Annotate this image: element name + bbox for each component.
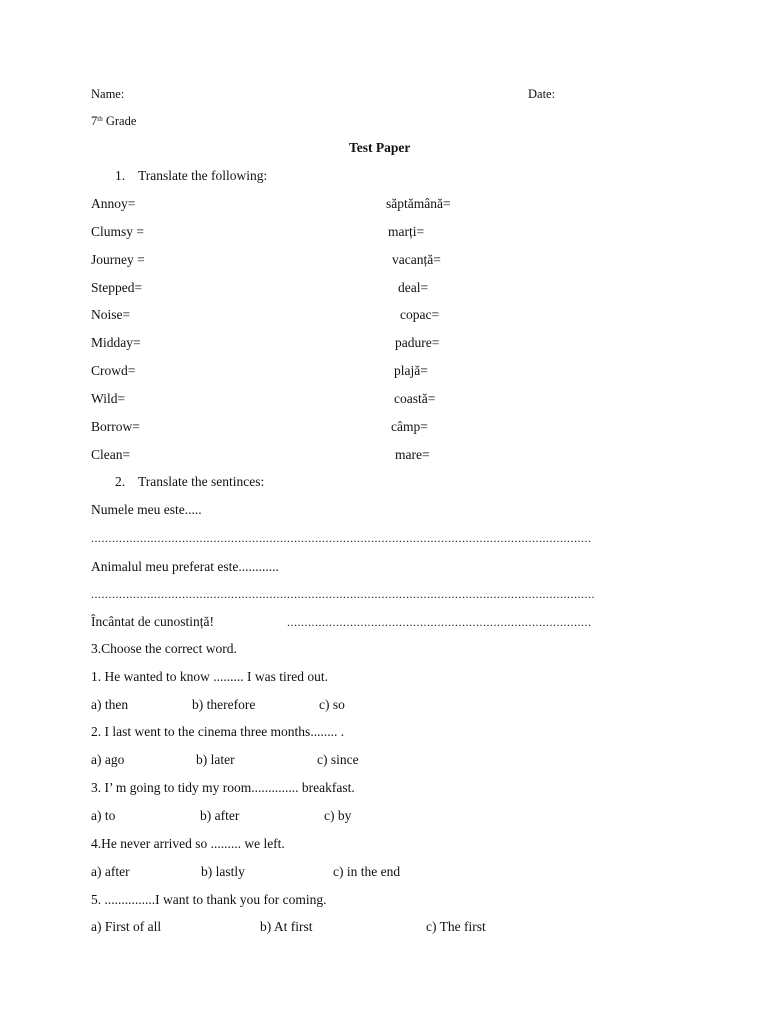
sentence-prompt: Animalul meu preferat este............ xyxy=(91,559,279,574)
question: 1. He wanted to know ......... I was tired out. xyxy=(91,669,328,684)
grade-number: 7 xyxy=(91,114,98,128)
sentence-prompt: Încântat de cunostință! xyxy=(91,614,214,629)
question: 2. I last went to the cinema three months........ . xyxy=(91,724,345,739)
option[interactable]: b) therefore xyxy=(192,697,256,712)
grade-text: Grade xyxy=(105,114,137,128)
english-word: Journey = xyxy=(91,252,145,267)
section1-number: 1. xyxy=(115,168,126,183)
option[interactable]: b) lastly xyxy=(201,864,245,879)
romanian-word: copac= xyxy=(400,307,440,322)
option[interactable]: c) by xyxy=(324,808,352,823)
date-label: Date: xyxy=(528,87,556,101)
option[interactable]: b) At first xyxy=(260,919,313,934)
option[interactable]: a) ago xyxy=(91,752,125,767)
english-word: Annoy= xyxy=(91,196,136,211)
section2-heading: Translate the sentinces: xyxy=(138,474,265,489)
option[interactable]: a) First of all xyxy=(91,919,162,934)
question: 5. ...............I want to thank you for coming. xyxy=(91,892,327,907)
romanian-word: câmp= xyxy=(391,419,428,434)
section3-heading: 3.Choose the correct word. xyxy=(91,641,237,656)
answer-line[interactable]: ....................................................................................... xyxy=(287,615,592,629)
english-word: Crowd= xyxy=(91,363,136,378)
option[interactable]: a) then xyxy=(91,697,129,712)
romanian-word: mare= xyxy=(395,447,430,462)
section2-number: 2. xyxy=(115,474,126,489)
english-word: Midday= xyxy=(91,335,141,350)
romanian-word: deal= xyxy=(398,280,429,295)
english-word: Noise= xyxy=(91,307,131,322)
option[interactable]: c) The first xyxy=(426,919,486,934)
romanian-word: marți= xyxy=(388,224,425,239)
option[interactable]: b) later xyxy=(196,752,235,767)
option[interactable]: a) to xyxy=(91,808,116,823)
english-word: Clumsy = xyxy=(91,224,144,239)
english-word: Borrow= xyxy=(91,419,140,434)
romanian-word: plajă= xyxy=(394,363,428,378)
question: 3. I’ m going to tidy my room.............. breakfast. xyxy=(91,780,355,795)
question: 4.He never arrived so ......... we left. xyxy=(91,836,285,851)
romanian-word: coastă= xyxy=(394,391,436,406)
answer-line[interactable]: ................................................................................................................................................ xyxy=(91,587,595,601)
page-title: Test Paper xyxy=(349,140,411,155)
name-label: Name: xyxy=(91,87,125,101)
option[interactable]: a) after xyxy=(91,864,130,879)
romanian-word: padure= xyxy=(395,335,440,350)
option[interactable]: b) after xyxy=(200,808,240,823)
romanian-word: săptămână= xyxy=(386,196,451,211)
answer-line[interactable]: ............................................................................................................................................... xyxy=(91,531,592,545)
english-word: Wild= xyxy=(91,391,126,406)
option[interactable]: c) since xyxy=(317,752,359,767)
option[interactable]: c) in the end xyxy=(333,864,401,879)
grade-suffix: th xyxy=(97,115,103,123)
romanian-word: vacanță= xyxy=(392,252,441,267)
sentence-prompt: Numele meu este..... xyxy=(91,502,202,517)
option[interactable]: c) so xyxy=(319,697,345,712)
english-word: Stepped= xyxy=(91,280,143,295)
section1-heading: Translate the following: xyxy=(138,168,268,183)
grade-label xyxy=(91,113,136,129)
english-word: Clean= xyxy=(91,447,131,462)
